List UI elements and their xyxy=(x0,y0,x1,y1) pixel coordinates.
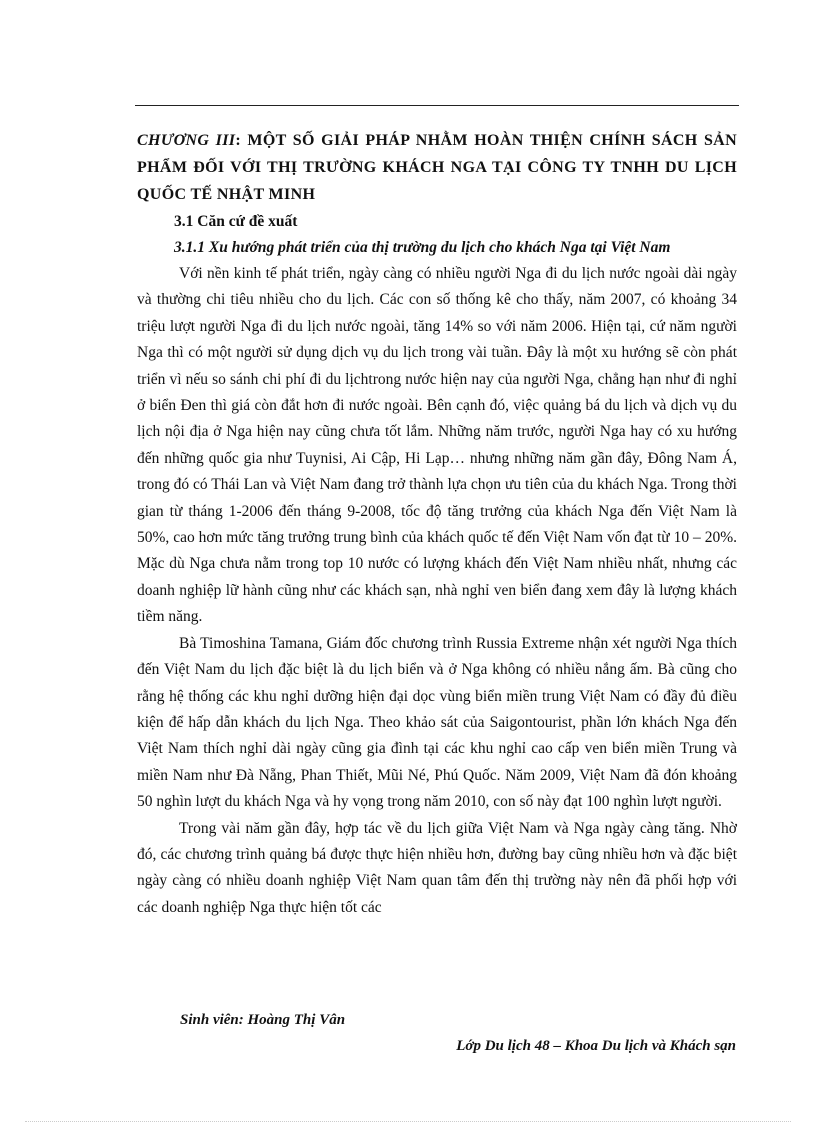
page-bottom-edge xyxy=(25,1121,791,1122)
chapter-title-text: : MỘT SỐ GIẢI PHÁP NHẰM HOÀN THIỆN CHÍNH SÁCH SẢN PHẨM ĐỐI VỚI THỊ TRƯỜNG KHÁCH NGA TẠI CÔNG TY TNHH DU LỊCH QUỐC TẾ NHẬT MINH xyxy=(137,132,737,203)
footer-student-name: Sinh viên: Hoàng Thị Vân xyxy=(180,1012,346,1028)
paragraph-1: Với nền kinh tế phát triển, ngày càng có nhiều người Nga đi du lịch nước ngoài dài ngày và thường chi tiêu nhiều cho du lịch. Các con số thống kê cho thấy, năm 2007, có khoảng 34 triệu lượt người Nga đi du lịch nước ngoài, tăng 14% so với năm 2006. Hiện tại, cứ năm người Nga thì có một người sử dụng dịch vụ du lịch trong vài tuần. Đây là một xu hướng sẽ còn phát triển vì nếu so sánh chi phí đi du lịchtrong nước hiện nay của người Nga, chẳng hạn như đi nghỉ ở biển Đen thì giá còn đắt hơn đi nước ngoài. Bên cạnh đó, việc quảng bá du lịch và dịch vụ du lịch nội địa ở Nga hiện nay cũng chưa tốt lắm. Những năm trước, người Nga hay có xu hướng đến những quốc gia như Tuynisi, Ai Cập, Hi Lạp… nhưng những năm gần đây, Đông Nam Á, trong đó có Thái Lan và Việt Nam đang trở thành lựa chọn ưu tiên của du khách Nga. Trong thời gian từ tháng 1-2006 đến tháng 9-2008, tốc độ tăng trưởng của khách Nga đến Việt Nam là 50%, cao hơn mức tăng trưởng trung bình của khách quốc tế đến Việt Nam vốn đạt từ 10 – 20%. Mặc dù Nga chưa nằm trong top 10 nước có lượng khách đến Việt Nam nhiều nhất, nhưng các doanh nghiệp lữ hành cũng như các khách sạn, nhà nghỉ ven biển đang xem đây là lượng khách tiềm năng. xyxy=(137,265,737,626)
paragraph-2: Bà Timoshina Tamana, Giám đốc chương trình Russia Extreme nhận xét người Nga thích đến Việt Nam du lịch đặc biệt là du lịch biển và ở Nga không có nhiều nắng ấm. Bà cũng cho rằng hệ thống các khu nghỉ dưỡng hiện đại dọc vùng biển miền trung Việt Nam có đầy đủ điều kiện để hấp dẫn khách du lịch Nga. Theo khảo sát của Saigontourist, phần lớn khách Nga đến Việt Nam thích nghỉ dài ngày cũng gia đình tại các khu nghỉ cao cấp ven biển miền Trung và miền Nam như Đà Nẵng, Phan Thiết, Mũi Né, Phú Quốc. Năm 2009, Việt Nam đã đón khoảng 50 nghìn lượt du khách Nga và hy vọng trong năm 2010, con số này đạt 100 nghìn lượt người. xyxy=(137,634,737,811)
section-heading: 3.1 Căn cứ đề xuất xyxy=(174,213,298,230)
page-body xyxy=(137,127,737,921)
subsection-heading: 3.1.1 Xu hướng phát triển của thị trường du lịch cho khách Nga tại Việt Nam xyxy=(174,239,671,256)
chapter-label: CHƯƠNG III xyxy=(137,132,236,149)
paragraph-3: Trong vài năm gần đây, hợp tác về du lịch giữa Việt Nam và Nga ngày càng tăng. Nhờ đó, các chương trình quảng bá được thực hiện nhiều hơn, đường bay cũng nhiều hơn và đặc biệt ngày càng có nhiều doanh nghiệp Việt Nam quan tâm đến thị trường này nên đã phối hợp với các doanh nghiệp Nga thực hiện tốt các xyxy=(137,819,737,916)
chapter-title xyxy=(137,127,737,208)
header-rule xyxy=(135,105,739,106)
footer-class-name: Lớp Du lịch 48 – Khoa Du lịch và Khách sạn xyxy=(456,1038,736,1054)
